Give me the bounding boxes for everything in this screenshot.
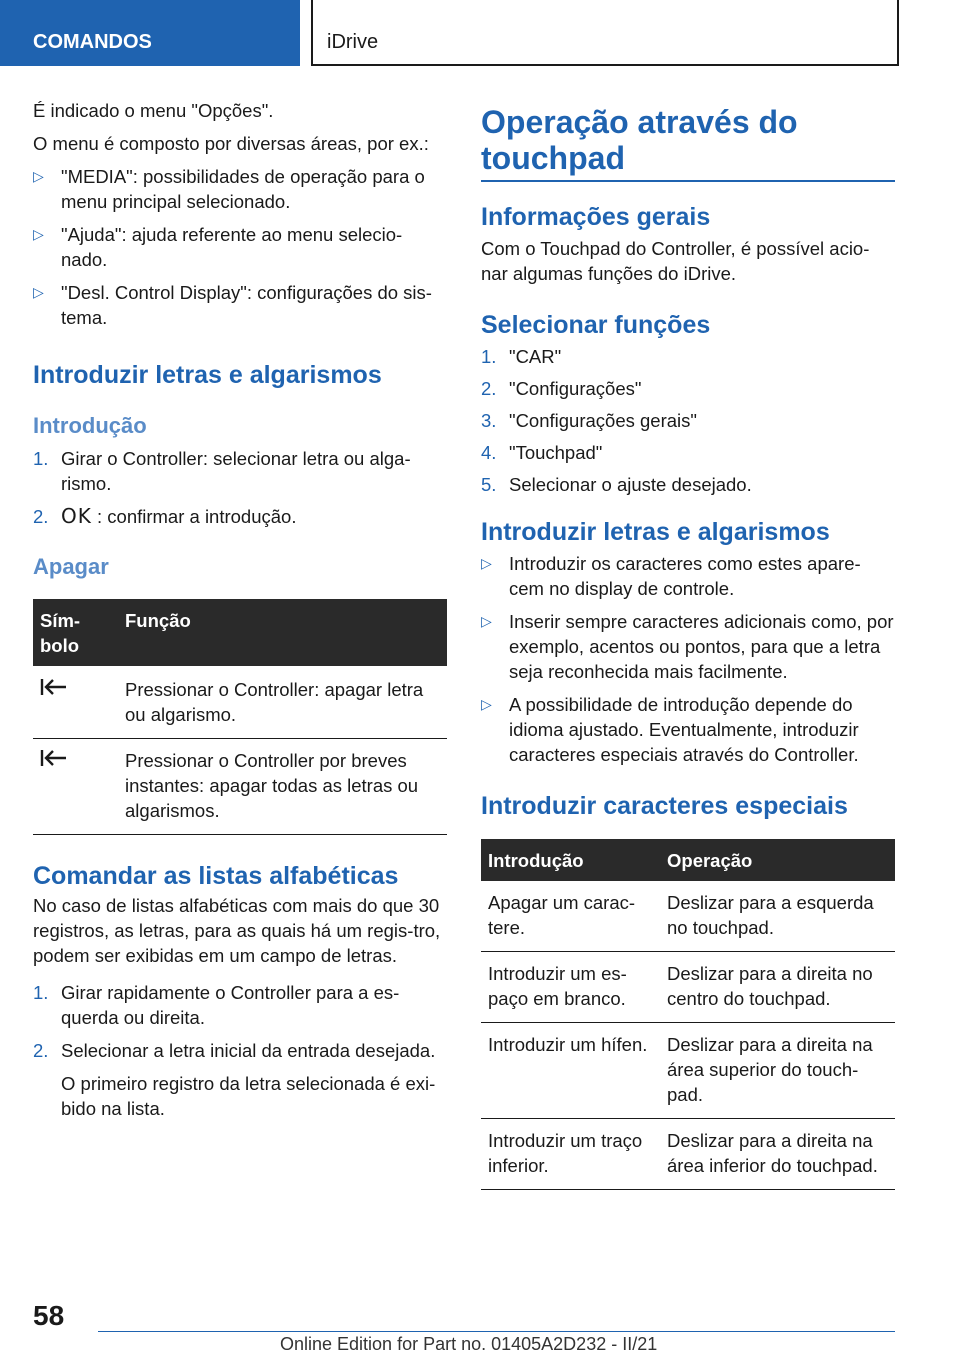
triangle-bullet-icon: ▷ <box>33 284 44 300</box>
left-column <box>33 98 447 1121</box>
delete-back-icon <box>40 677 80 703</box>
list-item: 2. OK : confirmar a introdução. <box>33 504 297 528</box>
table-cell: Introduzir um traço inferior. <box>481 1119 660 1190</box>
triangle-bullet-icon: ▷ <box>481 555 492 571</box>
special-table <box>481 839 895 1190</box>
lists-paragraph: No caso de listas alfabéticas com mais do que 30 registros, as letras, para as quais há um regis-tro, podem ser exibidas em um campo de letras. <box>33 895 441 966</box>
table-row <box>481 1023 895 1119</box>
lists-note: O primeiro registro da letra selecionada é exi-bido na lista. <box>61 1073 436 1119</box>
ok-icon: OK <box>61 504 92 528</box>
letters-list <box>481 551 895 767</box>
table-row <box>33 666 447 739</box>
table-header: Operação <box>660 839 895 881</box>
table-header: Função <box>118 599 447 666</box>
table-header: Sím-bolo <box>33 599 118 666</box>
table-cell: Introduzir um es-paço em branco. <box>481 952 660 1023</box>
options-list <box>33 164 447 330</box>
triangle-bullet-icon: ▷ <box>481 696 492 712</box>
general-paragraph: Com o Touchpad do Controller, é possível acio-nar algumas funções do iDrive. <box>481 238 870 284</box>
heading-special: Introduzir caracteres especiais <box>481 792 848 820</box>
table-cell: Deslizar para a direita na área inferior do touchpad. <box>660 1119 895 1190</box>
list-item: ▷ Inserir sempre caracteres adicionais como, por exemplo, acentos ou pontos, para que a letra seja reconhecida mais facilmente. <box>481 611 894 682</box>
lists-steps <box>33 980 447 1063</box>
list-item: 1. Girar o Controller: selecionar letra ou alga-rismo. <box>33 448 411 494</box>
heading-letters-right: Introduzir letras e algarismos <box>481 518 830 546</box>
table-row <box>481 1119 895 1190</box>
table-row <box>481 881 895 952</box>
table-cell: Pressionar o Controller: apagar letra ou algarismo. <box>118 666 447 739</box>
table-row <box>481 952 895 1023</box>
list-item: ▷ "Desl. Control Display": configurações do sis-tema. <box>33 282 432 328</box>
table-header: Introdução <box>481 839 660 881</box>
list-item: 3. "Configurações gerais" <box>481 410 697 431</box>
triangle-bullet-icon: ▷ <box>481 613 492 629</box>
select-steps <box>481 344 895 497</box>
heading-touchpad: Operação através do touchpad <box>481 104 895 182</box>
table-row <box>33 739 447 835</box>
table-cell: Pressionar o Controller por breves instantes: apagar todas as letras ou algarismos. <box>118 739 447 835</box>
list-item: 5. Selecionar o ajuste desejado. <box>481 474 752 495</box>
footer-divider <box>98 1331 895 1332</box>
list-item: ▷ A possibilidade de introdução depende do idioma ajustado. Eventualmente, introduzir caracteres especiais através do Controller. <box>481 694 859 765</box>
table-cell: Deslizar para a esquerda no touchpad. <box>660 881 895 952</box>
list-item: ▷ "MEDIA": possibilidades de operação para o menu principal selecionado. <box>33 166 425 212</box>
intro-line: É indicado o menu "Opções". <box>33 100 274 121</box>
intro-steps <box>33 446 447 529</box>
delete-table <box>33 599 447 835</box>
intro-line: O menu é composto por diversas áreas, por ex.: <box>33 133 429 154</box>
heading-intro: Introdução <box>33 413 147 438</box>
list-item: 2. Selecionar a letra inicial da entrada desejada. <box>33 1040 436 1061</box>
heading-general: Informações gerais <box>481 203 711 231</box>
table-cell: Apagar um carac-tere. <box>481 881 660 952</box>
list-item: ▷ Introduzir os caracteres como estes apare-cem no display de controle. <box>481 553 861 599</box>
page-number: 58 <box>33 1300 65 1331</box>
triangle-bullet-icon: ▷ <box>33 226 44 242</box>
list-item: ▷ "Ajuda": ajuda referente ao menu selecio-nado. <box>33 224 403 270</box>
heading-lists: Comandar as listas alfabéticas <box>33 862 399 890</box>
table-cell: Introduzir um hífen. <box>481 1023 660 1119</box>
header-topic: iDrive <box>311 0 899 66</box>
heading-letters: Introduzir letras e algarismos <box>33 361 382 389</box>
table-cell: Deslizar para a direita na área superior do touch-pad. <box>660 1023 895 1119</box>
list-item: 4. "Touchpad" <box>481 442 603 463</box>
heading-select: Selecionar funções <box>481 311 711 339</box>
heading-delete: Apagar <box>33 554 109 579</box>
list-item: 1. "CAR" <box>481 346 562 367</box>
delete-back-icon <box>40 748 80 774</box>
list-item: 1. Girar rapidamente o Controller para a es-querda ou direita. <box>33 982 400 1028</box>
right-column <box>481 104 895 1190</box>
header-section-tab: COMANDOS <box>0 0 300 66</box>
footer-edition: Online Edition for Part no. 01405A2D232 - II/21 <box>280 1334 658 1354</box>
table-cell: Deslizar para a direita no centro do touchpad. <box>660 952 895 1023</box>
triangle-bullet-icon: ▷ <box>33 168 44 184</box>
list-item: 2. "Configurações" <box>481 378 642 399</box>
